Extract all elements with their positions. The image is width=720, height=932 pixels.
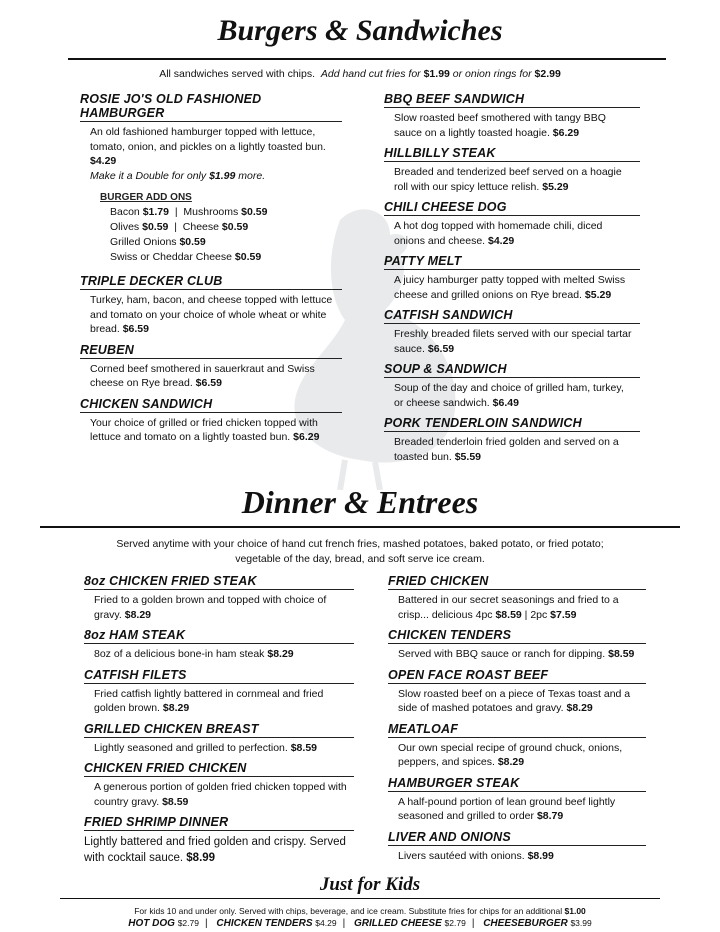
burgers-note xyxy=(60,67,660,82)
item-price: $8.59 xyxy=(290,741,317,754)
item-desc: Battered in our secret seasonings and fried to a crisp... delicious 4pc $8.59 | 2pc $7.59 xyxy=(398,594,619,621)
kids-item: CHICKEN TENDERS $4.29 xyxy=(216,918,337,929)
burgers-title: Burgers & Sandwiches xyxy=(217,14,503,47)
kids-title: Just for Kids xyxy=(319,874,421,895)
addon-row: Olives $0.59 | Cheese $0.59 xyxy=(110,221,249,234)
note-rings-price: $2.99 xyxy=(534,68,561,80)
item-desc: A generous portion of golden fried chicken topped with country gravy. $8.59 xyxy=(94,781,347,808)
item-price: $8.99 xyxy=(527,849,554,862)
item-price: $8.59 xyxy=(495,608,522,621)
menu-item xyxy=(384,92,640,140)
item-price: $6.49 xyxy=(492,396,519,409)
item-name: CATFISH FILETS xyxy=(84,668,354,684)
item-name: CHICKEN SANDWICH xyxy=(80,397,342,413)
burgers-left-column xyxy=(80,92,342,451)
addon-row: Grilled Onions $0.59 xyxy=(110,235,206,248)
burgers-rule xyxy=(68,58,666,60)
item-desc: Fried to a golden brown and topped with choice of gravy. $8.29 xyxy=(94,594,327,621)
item-name: LIVER AND ONIONS xyxy=(388,830,646,846)
item-name: BBQ BEEF SANDWICH xyxy=(384,92,640,108)
menu-item xyxy=(388,628,646,662)
note-add: Add hand cut fries for xyxy=(320,68,421,80)
menu-item xyxy=(388,722,646,770)
menu-item xyxy=(388,830,646,864)
item-desc: Slow roasted beef on a piece of Texas toast and a side of mashed potatoes and gravy. $8.29 xyxy=(398,687,631,714)
item-name: 8oz HAM STEAK xyxy=(84,628,354,644)
item-desc: A juicy hamburger patty topped with melted Swiss cheese and grilled onions on Rye bread. $5.29 xyxy=(394,274,626,301)
menu-item xyxy=(388,776,646,824)
dinner-title: Dinner & Entrees xyxy=(241,484,479,520)
item-price: $5.59 xyxy=(454,450,481,463)
item-name: CHILI CHEESE DOG xyxy=(384,200,640,216)
item-price: $8.29 xyxy=(124,608,152,621)
item-name: FRIED CHICKEN xyxy=(388,574,646,590)
item-price: $5.29 xyxy=(542,180,569,193)
kids-item: GRILLED CHEESE $2.79 xyxy=(353,918,466,929)
item-name: HAMBURGER STEAK xyxy=(388,776,646,792)
item-price: $8.59 xyxy=(608,648,635,660)
item-name: TRIPLE DECKER CLUB xyxy=(80,274,342,290)
item-price: $5.29 xyxy=(584,288,612,301)
menu-item xyxy=(84,668,354,716)
kids-items: HOT DOG $2.79 | CHICKEN TENDERS $4.29 | GRILLED CHEESE $2.79 | CHEESEBURGER $3.99 xyxy=(128,918,592,929)
item-desc: Fried catfish lightly battered in cornmeal and fried golden brown. $8.29 xyxy=(94,687,324,714)
item-name: HILLBILLY STEAK xyxy=(384,146,640,162)
menu-item xyxy=(80,92,342,264)
item-desc: Slow roasted beef smothered with tangy BBQ sauce on a lightly toasted hoagie. $6.29 xyxy=(394,112,606,139)
item-price: $8.59 xyxy=(162,795,189,808)
item-price: $8.29 xyxy=(497,756,525,768)
menu-item xyxy=(384,200,640,248)
menu-item xyxy=(384,254,640,302)
menu-item xyxy=(80,397,342,445)
double-price: $1.99 xyxy=(209,169,236,182)
double-note: Make it a Double for only $1.99 more. xyxy=(90,169,266,182)
kids-item: CHEESEBURGER $3.99 xyxy=(483,918,592,929)
item-price: $6.59 xyxy=(195,377,222,390)
addon-row: Bacon $1.79 | Mushrooms $0.59 xyxy=(110,206,268,219)
kids-note: For kids 10 and under only. Served with chips, beverage, and ice cream. Substitute fries for chips for an additional $1.00 xyxy=(134,906,586,916)
item-name: SOUP & SANDWICH xyxy=(384,362,640,378)
menu-item xyxy=(384,416,640,464)
item-desc: Turkey, ham, bacon, and cheese topped with lettuce and tomato on your choice of whole wheat or white bread. $6.59 xyxy=(90,294,333,336)
item-desc: 8oz of a delicious bone-in ham steak $8.29 xyxy=(94,648,294,660)
item-desc: A hot dog topped with homemade chili, diced onions and cheese. $4.29 xyxy=(394,220,603,247)
note-prefix: All sandwiches served with chips. xyxy=(159,68,316,80)
menu-item xyxy=(84,815,354,866)
item-desc: Your choice of grilled or fried chicken topped with lettuce and tomato on a lightly toasted bun. $6.29 xyxy=(90,416,320,444)
menu-item xyxy=(384,362,640,410)
menu-item xyxy=(388,668,646,716)
menu-item xyxy=(384,308,640,356)
item-name: ROSIE JO'S OLD FASHIONED HAMBURGER xyxy=(80,92,342,122)
item-desc: An old fashioned hamburger topped with lettuce, tomato, onion, and pickles on a lightly toasted bun. $4.29 xyxy=(90,126,326,167)
item-name: MEATLOAF xyxy=(388,722,646,738)
item-name: REUBEN xyxy=(80,343,342,359)
menu-item xyxy=(80,343,342,391)
item-name: PATTY MELT xyxy=(384,254,640,270)
menu-item xyxy=(80,274,342,337)
item-desc: Breaded tenderloin fried golden and served on a toasted bun. $5.59 xyxy=(394,436,619,463)
menu-item xyxy=(388,574,646,622)
item-name: CHICKEN TENDERS xyxy=(388,628,646,644)
item-price: $6.29 xyxy=(293,431,320,444)
item-desc: Soup of the day and choice of grilled ham, turkey, or cheese sandwich. $6.49 xyxy=(394,382,624,409)
item-name: FRIED SHRIMP DINNER xyxy=(84,815,354,831)
item-price: $6.59 xyxy=(427,342,455,355)
item-desc: Served with BBQ sauce or ranch for dipping. $8.59 xyxy=(398,648,635,660)
item-price: $8.79 xyxy=(536,810,564,822)
item-name: PORK TENDERLOIN SANDWICH xyxy=(384,416,640,432)
item-price: $8.29 xyxy=(162,702,190,714)
item-name: OPEN FACE ROAST BEEF xyxy=(388,668,646,684)
item-name: 8oz CHICKEN FRIED STEAK xyxy=(84,574,354,590)
addon-row: Swiss or Cheddar Cheese $0.59 xyxy=(110,250,262,263)
item-desc: Livers sautéed with onions. $8.99 xyxy=(398,849,554,862)
item-price: $6.29 xyxy=(552,126,580,139)
item-price: $8.29 xyxy=(566,702,593,714)
dinner-note-line1: Served anytime with your choice of hand cut french fries, mashed potatoes, baked potato, or fried potato; xyxy=(116,538,604,550)
burgers-right-column xyxy=(384,92,640,470)
item-price: $7.59 xyxy=(550,608,577,621)
dinner-note xyxy=(40,537,680,567)
item-desc: A half-pound portion of lean ground beef lightly seasoned and grilled to order $8.79 xyxy=(398,795,616,822)
item-desc: Lightly battered and fried golden and crispy. Served with cocktail sauce. $8.99 xyxy=(84,836,346,864)
item-desc: Corned beef smothered in sauerkraut and Swiss cheese on Rye bread. $6.59 xyxy=(90,362,315,390)
menu-item xyxy=(384,146,640,194)
menu-item xyxy=(84,722,354,756)
item-desc: Freshly breaded filets served with our special tartar sauce. $6.59 xyxy=(394,328,632,355)
item-name: CHICKEN FRIED CHICKEN xyxy=(84,761,354,777)
item-price: $8.99 xyxy=(186,852,216,864)
kids-note-price: $1.00 xyxy=(564,906,586,916)
note-fries-price: $1.99 xyxy=(423,68,450,80)
item-name: CATFISH SANDWICH xyxy=(384,308,640,324)
dinner-left-column xyxy=(84,574,354,872)
item-price: $4.29 xyxy=(488,234,515,247)
item-price: $4.29 xyxy=(90,155,117,167)
item-desc: Breaded and tenderized beef served on a hoagie roll with our spicy lettuce relish. $5.29 xyxy=(394,166,622,193)
item-desc: Our own special recipe of ground chuck, onions, peppers, and spices. $8.29 xyxy=(398,741,623,768)
item-name: GRILLED CHICKEN BREAST xyxy=(84,722,354,738)
item-desc: Lightly seasoned and grilled to perfection. $8.59 xyxy=(94,741,317,754)
item-price: $8.29 xyxy=(267,648,294,660)
dinner-rule xyxy=(40,526,680,528)
kids-rule xyxy=(60,898,660,899)
menu-item xyxy=(84,574,354,622)
dinner-right-column xyxy=(388,574,646,869)
item-price: $6.59 xyxy=(122,323,149,336)
burger-addons xyxy=(80,191,342,265)
menu-item xyxy=(84,761,354,809)
addons-heading: BURGER ADD ONS xyxy=(100,191,192,203)
kids-item: HOT DOG $2.79 xyxy=(128,918,199,929)
dinner-note-line2: vegetable of the day, bread, and soft serve ice cream. xyxy=(235,553,485,565)
note-or: or onion rings for xyxy=(452,68,532,80)
menu-item xyxy=(84,628,354,662)
